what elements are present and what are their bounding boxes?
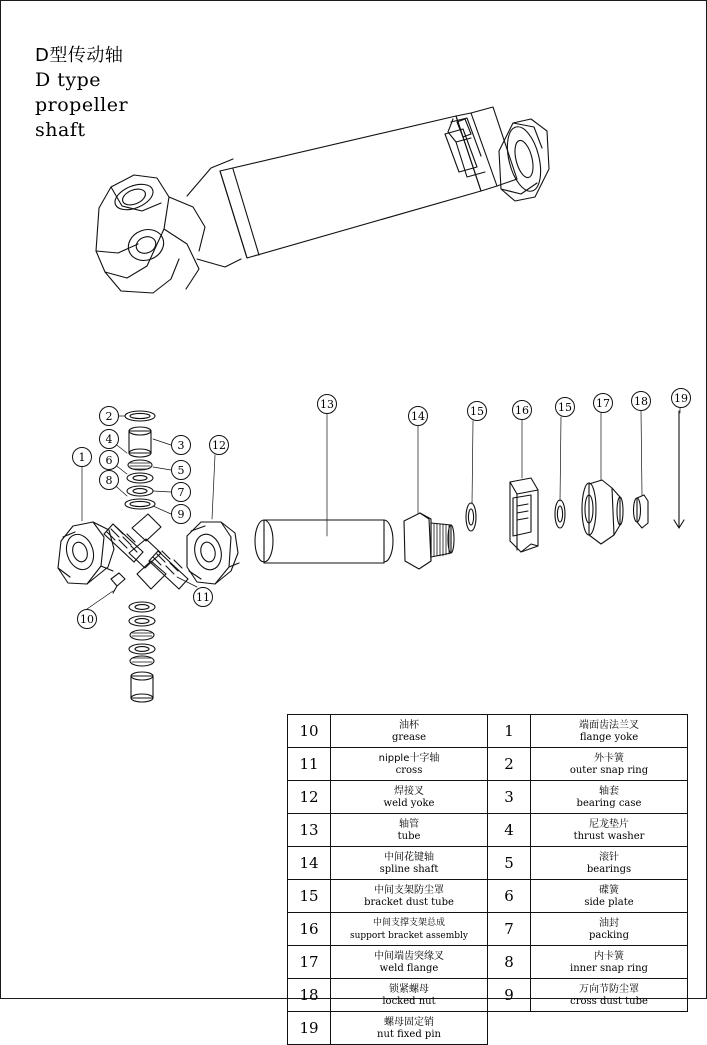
part-name-cn: 中间端齿突缘叉 xyxy=(374,950,444,962)
balloon-16: 16 xyxy=(512,400,532,420)
balloon-2: 2 xyxy=(99,406,119,426)
part-name-en: outer snap ring xyxy=(569,764,649,776)
part-description xyxy=(531,814,688,847)
part-tube xyxy=(255,520,393,563)
parts-list-table xyxy=(287,714,688,1045)
part-name-cn: 万向节防尘罩 xyxy=(579,983,639,995)
part-number: 13 xyxy=(288,814,331,847)
part-cross xyxy=(104,514,188,589)
part-description xyxy=(531,880,688,913)
part-number: 18 xyxy=(288,979,331,1012)
part-description xyxy=(331,715,488,748)
part-description xyxy=(531,913,688,946)
part-nut-fixed-pin xyxy=(674,411,684,528)
title-line-cn: D型传动轴 xyxy=(35,45,124,66)
table-row xyxy=(288,880,688,913)
part-number: 11 xyxy=(288,748,331,781)
part-name-cn: 尼龙垫片 xyxy=(589,818,629,830)
balloon-7: 7 xyxy=(171,482,191,502)
empty-cell xyxy=(531,1012,688,1045)
part-name-cn: 中间支撑支架总成 xyxy=(372,917,445,928)
table-row xyxy=(288,781,688,814)
part-number: 9 xyxy=(488,979,531,1012)
part-flange-yoke xyxy=(58,522,114,584)
part-number: 3 xyxy=(488,781,531,814)
part-number: 15 xyxy=(288,880,331,913)
table-row xyxy=(288,1012,688,1045)
part-name-cn: 外卡簧 xyxy=(594,752,624,764)
part-name-en: grease xyxy=(391,731,427,743)
part-description xyxy=(531,847,688,880)
balloon-3: 3 xyxy=(171,435,191,455)
table-row xyxy=(288,814,688,847)
balloon-18: 18 xyxy=(631,391,651,411)
part-description xyxy=(331,1012,488,1045)
part-number: 5 xyxy=(488,847,531,880)
balloon-4: 4 xyxy=(99,429,119,449)
title-line-en-3: shaft xyxy=(35,119,86,141)
title-line-en-1: D type xyxy=(35,69,102,91)
part-locked-nut xyxy=(634,495,649,528)
part-number: 6 xyxy=(488,880,531,913)
balloon-10: 10 xyxy=(77,609,97,629)
part-description xyxy=(331,946,488,979)
table-row xyxy=(288,715,688,748)
table-row xyxy=(288,979,688,1012)
part-name-en: weld yoke xyxy=(383,797,435,809)
part-number: 4 xyxy=(488,814,531,847)
part-number: 2 xyxy=(488,748,531,781)
part-name-en: bracket dust tube xyxy=(364,896,454,908)
title-line-en-2: propeller xyxy=(35,94,129,116)
balloon-15-right: 15 xyxy=(555,397,575,417)
balloon-9: 9 xyxy=(171,504,191,524)
part-name-cn: 轴套 xyxy=(599,785,619,797)
part-name-en: packing xyxy=(588,929,630,941)
part-number: 19 xyxy=(288,1012,331,1045)
part-name-en: cross xyxy=(395,764,423,776)
empty-cell xyxy=(488,1012,531,1045)
part-name-cn: nipple十字轴 xyxy=(378,752,440,764)
part-name-cn: 轴管 xyxy=(399,818,419,830)
table-row xyxy=(288,946,688,979)
part-name-cn: 焊接叉 xyxy=(394,785,424,797)
part-name-cn: 滚针 xyxy=(599,851,619,863)
drawing-title xyxy=(35,43,128,143)
part-description xyxy=(531,715,688,748)
part-name-cn: 碟簧 xyxy=(599,884,619,896)
balloon-11: 11 xyxy=(193,587,213,607)
part-description xyxy=(531,748,688,781)
balloon-14: 14 xyxy=(408,406,428,426)
part-name-cn: 中间花键轴 xyxy=(384,851,434,863)
part-bracket-dust-tube-right xyxy=(555,500,565,528)
table-row xyxy=(288,748,688,781)
part-name-cn: 油杯 xyxy=(399,719,419,731)
part-name-cn: 油封 xyxy=(599,917,619,929)
part-description xyxy=(331,913,488,946)
part-name-en: bearings xyxy=(586,863,632,875)
part-number: 17 xyxy=(288,946,331,979)
part-description xyxy=(331,979,488,1012)
part-description xyxy=(331,880,488,913)
part-number: 1 xyxy=(488,715,531,748)
part-weld-flange xyxy=(582,480,623,544)
part-description xyxy=(531,781,688,814)
part-name-cn: 锁紧螺母 xyxy=(389,983,429,995)
part-name-cn: 端面齿法兰叉 xyxy=(579,719,639,731)
table-row xyxy=(288,913,688,946)
balloon-19: 19 xyxy=(671,388,691,408)
part-name-en: bearing case xyxy=(576,797,642,809)
part-description xyxy=(331,748,488,781)
part-name-en: tube xyxy=(397,830,421,842)
part-name-cn: 螺母固定销 xyxy=(384,1016,434,1028)
part-number: 16 xyxy=(288,913,331,946)
part-name-en: side plate xyxy=(584,896,634,908)
part-name-en: thrust washer xyxy=(573,830,645,842)
part-name-en: nut fixed pin xyxy=(377,1028,441,1040)
balloon-15-left: 15 xyxy=(467,401,487,421)
balloon-6: 6 xyxy=(99,450,119,470)
part-description xyxy=(531,979,688,1012)
balloon-8: 8 xyxy=(99,470,119,490)
part-number: 14 xyxy=(288,847,331,880)
part-description xyxy=(531,946,688,979)
part-ring-stack xyxy=(125,411,155,702)
part-number: 10 xyxy=(288,715,331,748)
balloon-5: 5 xyxy=(171,460,191,480)
part-grease-nipple xyxy=(111,573,125,593)
balloon-1: 1 xyxy=(72,447,92,467)
balloon-12: 12 xyxy=(209,435,229,455)
part-description xyxy=(331,814,488,847)
part-name-cn: 内卡簧 xyxy=(594,950,624,962)
part-description xyxy=(331,847,488,880)
table-row xyxy=(288,847,688,880)
part-bracket-dust-tube-left xyxy=(466,503,476,531)
part-description xyxy=(331,781,488,814)
part-name-en: support bracket assembly xyxy=(349,930,469,941)
part-name-en: locked nut xyxy=(382,995,436,1007)
part-weld-yoke xyxy=(187,522,239,584)
part-name-en: spline shaft xyxy=(379,863,439,875)
part-name-en: inner snap ring xyxy=(570,962,648,974)
part-number: 8 xyxy=(488,946,531,979)
part-name-en: cross dust tube xyxy=(570,995,648,1007)
part-support-bracket-assembly xyxy=(510,478,538,552)
part-number: 12 xyxy=(288,781,331,814)
part-spline-shaft xyxy=(404,513,454,569)
part-number: 7 xyxy=(488,913,531,946)
balloon-17: 17 xyxy=(593,393,613,413)
part-name-en: flange yoke xyxy=(579,731,639,743)
part-name-cn: 中间支架防尘罩 xyxy=(374,884,444,896)
assembled-shaft-illustration xyxy=(96,107,549,293)
part-name-en: weld flange xyxy=(379,962,439,974)
balloon-13: 13 xyxy=(317,394,337,414)
